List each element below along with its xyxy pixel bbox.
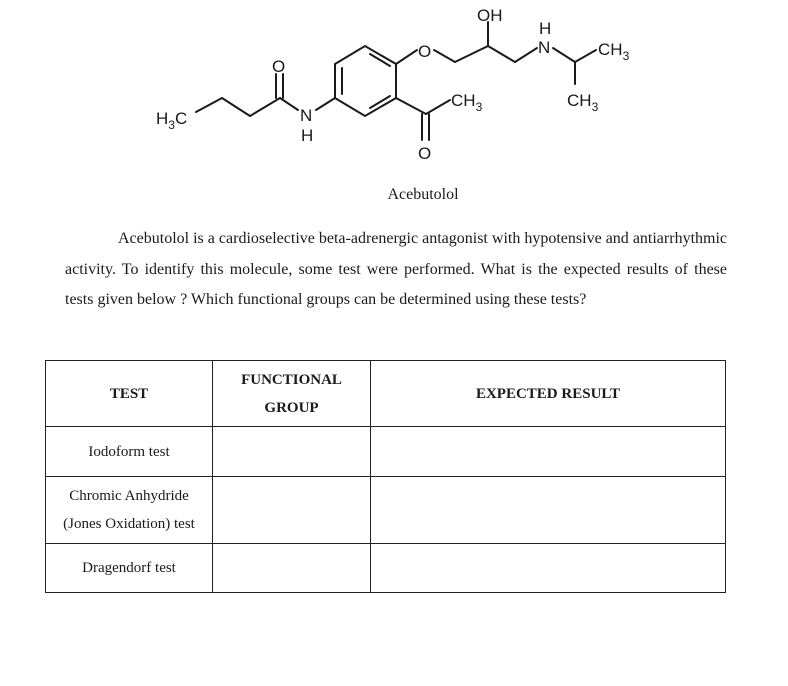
table-row [46, 544, 726, 593]
functional-group-cell[interactable] [213, 427, 371, 477]
test-cell-line2: (Jones Oxidation) test [63, 516, 195, 532]
header-functional-group-line1: FUNCTIONAL [241, 371, 342, 388]
figure-caption: Acebutolol [387, 186, 459, 203]
test-cell [46, 477, 213, 544]
isopropyl-ch3-right-label: $CH_3$ [598, 40, 630, 63]
ketone-oxygen-label: O [418, 144, 432, 163]
tests-table [45, 360, 726, 593]
amide-oxygen-label: O [272, 57, 286, 76]
paragraph-text: Acebutolol is a cardioselective beta-adrenergic antagonist with hypotensive and antiarrhythmic activity. To identify this molecule, some test were performed. What is the expected results of these tests given below ? Which functional groups can be determined using these tests? [65, 230, 727, 308]
expected-result-cell[interactable] [371, 477, 726, 544]
expected-result-cell[interactable] [371, 427, 726, 477]
header-functional-group [213, 361, 371, 427]
test-cell-line1: Chromic Anhydride [69, 488, 189, 504]
table-row [46, 477, 726, 544]
acetyl-ch3-label: $CH_3$ [451, 91, 483, 114]
functional-group-cell[interactable] [213, 477, 371, 544]
header-test: TEST [46, 361, 213, 427]
question-paragraph [65, 224, 727, 316]
test-cell: Iodoform test [46, 427, 213, 477]
functional-group-cell[interactable] [213, 544, 371, 593]
expected-result-cell[interactable] [371, 544, 726, 593]
amide-h-label: H [301, 126, 314, 145]
header-expected-result: EXPECTED RESULT [371, 361, 726, 427]
methyl-h3c-label: $H_3C$ [156, 109, 188, 132]
header-functional-group-line2: GROUP [264, 399, 319, 416]
acebutolol-structure [0, 0, 788, 180]
table-row [46, 427, 726, 477]
isopropyl-ch3-bottom-label: $CH_3$ [567, 91, 599, 114]
amine-h-label: H [539, 19, 552, 38]
test-cell: Dragendorf test [46, 544, 213, 593]
amide-n-label: N [300, 106, 313, 125]
ether-oxygen-label: O [418, 42, 432, 61]
hydroxyl-label: OH [477, 6, 503, 25]
table-header-row [46, 361, 726, 427]
amine-n-label: N [538, 38, 551, 57]
